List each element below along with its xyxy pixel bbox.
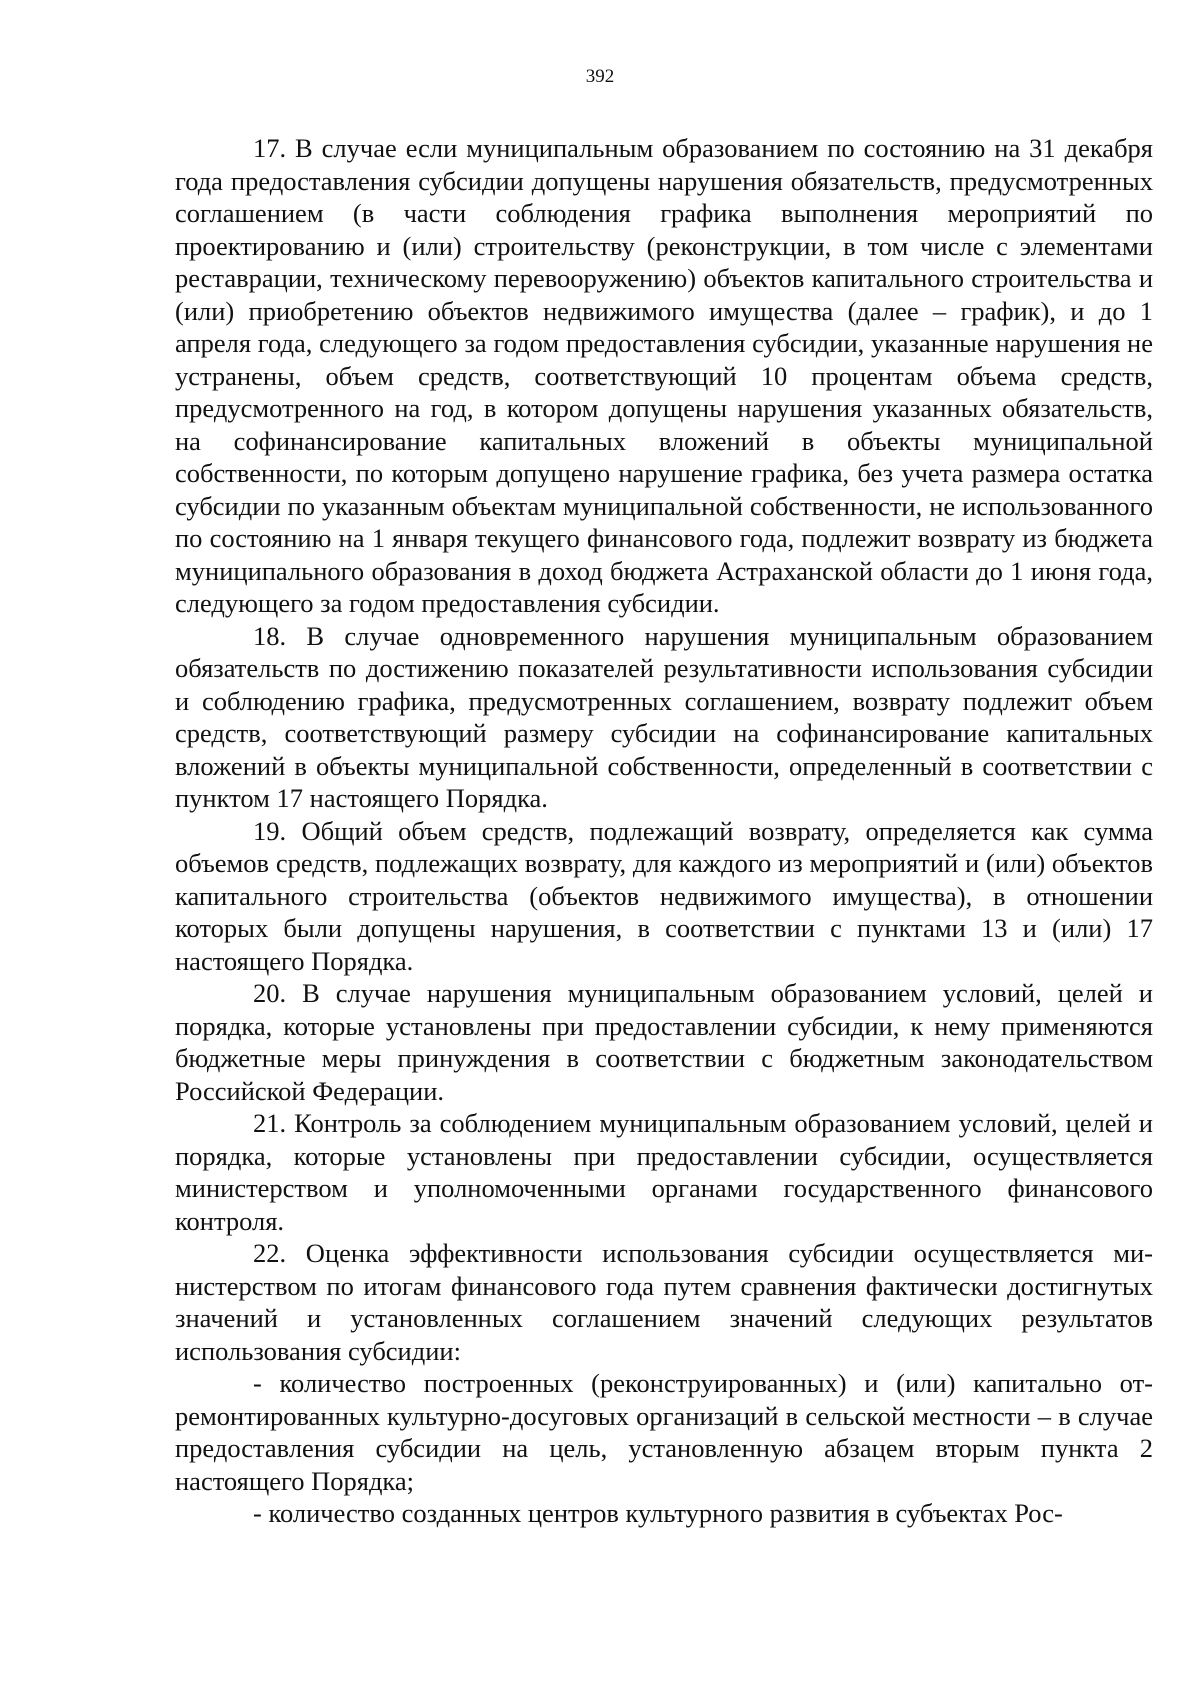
- paragraph-20: 20. В случае нарушения муниципальным образованием условий, целей и порядка, которые установлены при предоставлении субсидии, к нему применяются бюджетные меры принуждения в соответствии с бюджетным законодательством Российской Федерации.: [175, 978, 1153, 1106]
- paragraph-21: 21. Контроль за соблюдением муниципальным образованием условий, целей и порядка, которые установлены при предоставлении субсидии, осуществляется министерством и уполномоченными органами государственного финансового контроля.: [175, 1108, 1153, 1236]
- document-body: [175, 132, 1153, 1530]
- paragraph-22: 22. Оценка эффективности использования субсидии осуществляется министерством по итогам финансового года путем сравнения фактически достигнутых значений и установленных соглашением значений следующих результатов использования субсидии:: [175, 1238, 1153, 1366]
- paragraph-18: 18. В случае одновременного нарушения муниципальным образованием обязательств по достижению показателей результативности использования субсидии и соблюдению графика, предусмотренных соглашением, возврату подлежит объем средств, соответствующий размеру субсидии на софинансирование капитальных вложений в объекты муниципальной собственности, определенный в соответствии с пунктом 17 настоящего Порядка.: [175, 620, 1153, 813]
- page-number: 392: [585, 66, 615, 87]
- list-item-cultural-organizations: - количество построенных (реконструированных) и (или) капитально отремонтированных культурно-досуговых организаций в сельской местности – в случае предоставления субсидии на цель, установленную абзацем вторым пункта 2 настоящего Порядка;: [175, 1368, 1153, 1496]
- list-item-cultural-centers: - количество созданных центров культурного развития в субъектах Рос-: [253, 1498, 1063, 1528]
- paragraph-19: 19. Общий объем средств, подлежащий возврату, определяется как сумма объемов средств, подлежащих возврату, для каждого из мероприятий и (или) объектов капитального строительства (объектов недвижимого имущества), в отношении которых были допущены нарушения, в соответствии с пунктами 13 и (или) 17 настоящего Порядка.: [175, 815, 1153, 976]
- paragraph-17: 17. В случае если муниципальным образованием по состоянию на 31 декабря года предоставления субсидии допущены нарушения обязательств, предусмотренных соглашением (в части соблюдения графика выполнения мероприятий по проектированию и (или) строительству (реконструкции, в том числе с элементами реставрации, техническому перевооружению) объектов капитального строительства и (или) приобретению объектов недвижимого имущества (далее – график), и до 1 апреля года, следующего за годом предоставления субсидии, указанные нарушения не устранены, объем средств, соответствующий 10 процентам объема средств, предусмотренного на год, в котором допущены нарушения указанных обязательств, на софинансирование капитальных вложений в объекты муниципальной собственности, по которым допущено нарушение графика, без учета размера остатка субсидии по указанным объектам муниципальной собственности, не использованного по состоянию на 1 января текущего финансового года, подлежит возврату из бюджета муниципального образования в доход бюджета Астраханской области до 1 июня года, следующего за годом предоставления субсидии.: [175, 133, 1153, 618]
